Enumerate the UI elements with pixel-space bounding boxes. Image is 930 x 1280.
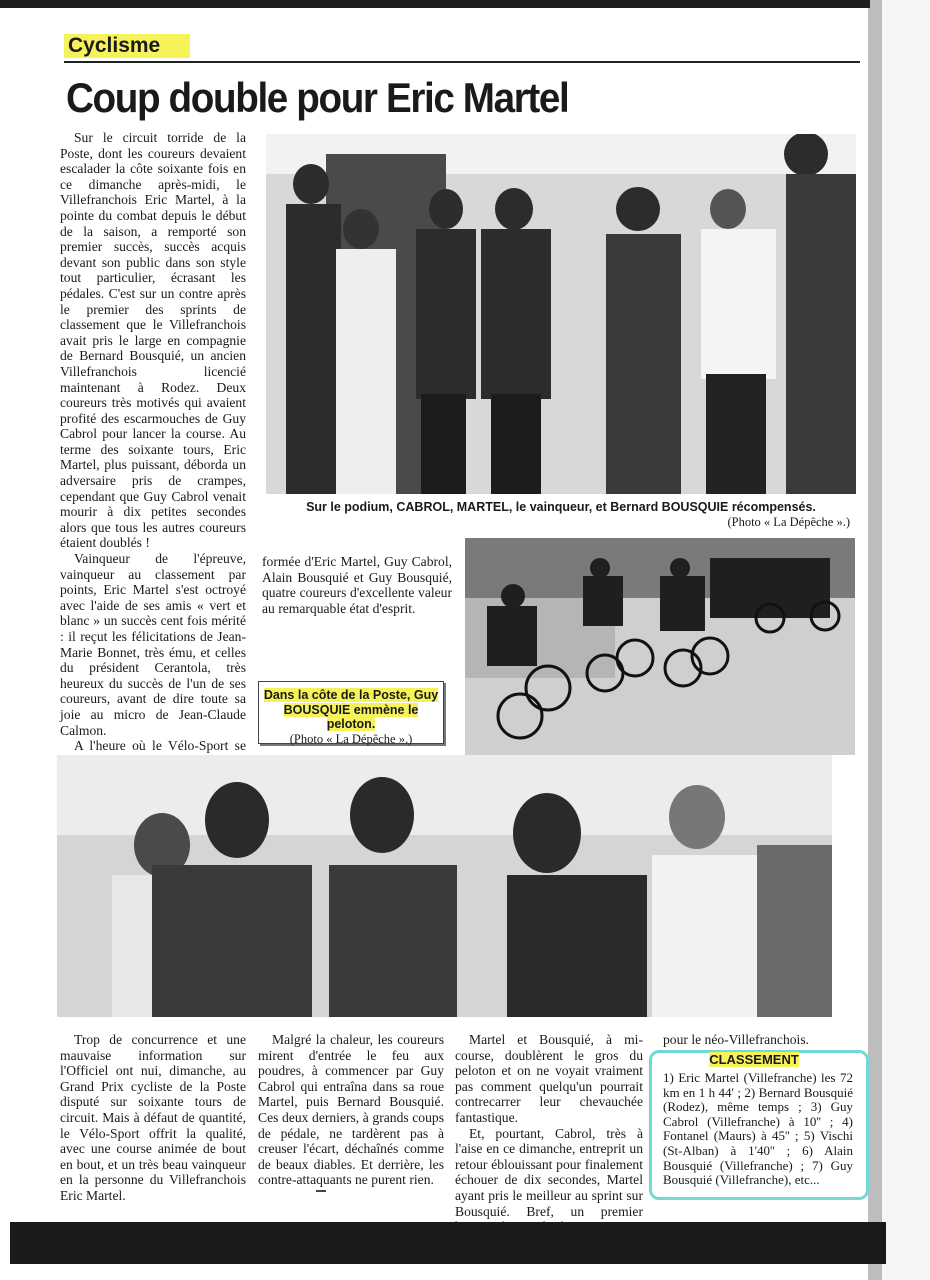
paragraph-2: Vainqueur de l'épreuve, vainqueur au classement par points, Eric Martel s'est octroyé avec l'aide de ses amis « vert et blanc » un succès cent fois mérité : il reçut les félicitations de Jean-Marie Bonnet, très ému, et celles du président Cerantola, très heureux du succès de l'un de ses coureurs, avant de dire toute sa joie au micro de Jean-Claude Calmon. xyxy=(60,551,246,738)
ranking-title xyxy=(660,1052,848,1067)
bottom-paragraph-4: pour le néo-Villefranchois. xyxy=(663,1032,810,1047)
article-column-1 xyxy=(60,130,246,863)
section-rule xyxy=(64,61,860,63)
podium-photo-credit: (Photo « La Dépêche ».) xyxy=(727,515,850,529)
article-column-1-continued xyxy=(262,554,452,616)
bottom-column-1 xyxy=(60,1032,246,1204)
bottom-paragraph-3a: Martel et Bousquié, à mi-course, doublèrent le gros du peloton et on ne voyait vraiment pas comment quelqu'un pourrait contrecarrer leur chevauchée fantastique. xyxy=(455,1032,643,1125)
bottom-border xyxy=(10,1222,886,1264)
bottom-column-4 xyxy=(663,1032,853,1048)
bottom-paragraph-3b: Et, pourtant, Cabrol, très à l'aise en ce dimanche, entreprit un retour éblouissant pour finalement échouer de dix secondes, Martel ayant pris le meilleur au sprint sur Bousquié. Bref, un premier xyxy=(455,1125,643,1219)
peloton-photo-credit: (Photo « La Dépêche ».) xyxy=(289,731,413,746)
peloton-photo xyxy=(465,538,855,755)
headline: Coup double pour Eric Martel xyxy=(66,74,569,121)
podium-caption-text: Sur le podium, CABROL, MARTEL, le vainqueur, et Bernard BOUSQUIE récompensés. xyxy=(306,500,816,514)
paper-edge xyxy=(880,0,930,1280)
bottom-column-2 xyxy=(258,1032,444,1188)
podium-photo xyxy=(266,134,856,494)
paragraph-3: A l'heure où le Vélo-Sport se xyxy=(74,738,246,754)
separator-dash xyxy=(316,1190,326,1192)
paragraph-1: Sur le circuit torride de la Poste, dont les coureurs devaient escalader la côte soixante fois en ce dimanche après-midi, le Villefranchois Eric Martel, à la pointe du combat depuis le début de la saison, a remporté son premier succès, succès acquis devant son public dans son style tout particulier, écrasant les pédales. C'est sur un contre après le premier des sprints de classement que le Villefranchois avait pris le large en compagnie de Bernard Bousquié, un ancien Villefranchois licencié maintenant à Rodez. Deux coureurs très motivés qui avaient profité des escarmouches de Guy Cabrol pour lancer la course. Au terme des soixante tours, Eric Martel, plus puissant, déborda un adversaire pris de crampes, cependant que Guy Cabrol venait mourir à dix petites secondes alors que tous les autres coureurs étaient doublés ! xyxy=(60,130,246,551)
bottom-column-3 xyxy=(455,1032,643,1235)
winners-photo xyxy=(57,755,832,1017)
bottom-paragraph-2: Malgré la chaleur, les coureurs mirent d'entrée le feu aux poudres, à commencer par Guy Cabrol qui entraîna dans sa roue Martel, puis Bernard Bousquié. Ces deux derniers, à grands coups de pédale, ne tardèrent pas à creuser l'écart, déchaînés comme de beaux diables. Et derrière, les contre-attaquants ne purent rien. xyxy=(258,1032,444,1188)
podium-caption xyxy=(266,500,856,530)
ranking-title-text: CLASSEMENT xyxy=(709,1052,799,1067)
section-label: Cyclisme xyxy=(64,34,190,58)
top-border xyxy=(0,0,870,8)
bottom-paragraph-1: Trop de concurrence et une mauvaise information sur l'Officiel ont nui, dimanche, au Grand Prix cycliste de la Poste disputé sur soixante tours de circuit. Mais à défaut de quantité, le Vélo-Sport offrit la qualité, avec une course animée de bout en bout, et un très beau vainqueur en la personne du Villefranchois Eric Martel. xyxy=(60,1032,246,1203)
continued-paragraph: formée d'Eric Martel, Guy Cabrol, Alain Bousquié et Guy Bousquié, quatre coureurs d'excellente valeur au remarquable état d'esprit. xyxy=(262,554,452,616)
scan-shadow xyxy=(868,0,882,1280)
peloton-caption-text: Dans la côte de la Poste, Guy BOUSQUIE emmène le peloton. xyxy=(263,688,439,731)
peloton-caption-box xyxy=(258,681,444,744)
ranking-text: 1) Eric Martel (Villefranche) les 72 km en 1 h 44' ; 2) Bernard Bousquié (Rodez), même temps ; 3) Guy Cabrol (Villefranche) à 10'' ; 4) Fontanel (Maurs) à 45'' ; 5) Vischi (St-Alban) à 1'40'' ; 6) Alain Bousquié (Villefranche) ; 7) Guy Bousquié (Villefranche), etc... xyxy=(663,1070,853,1188)
